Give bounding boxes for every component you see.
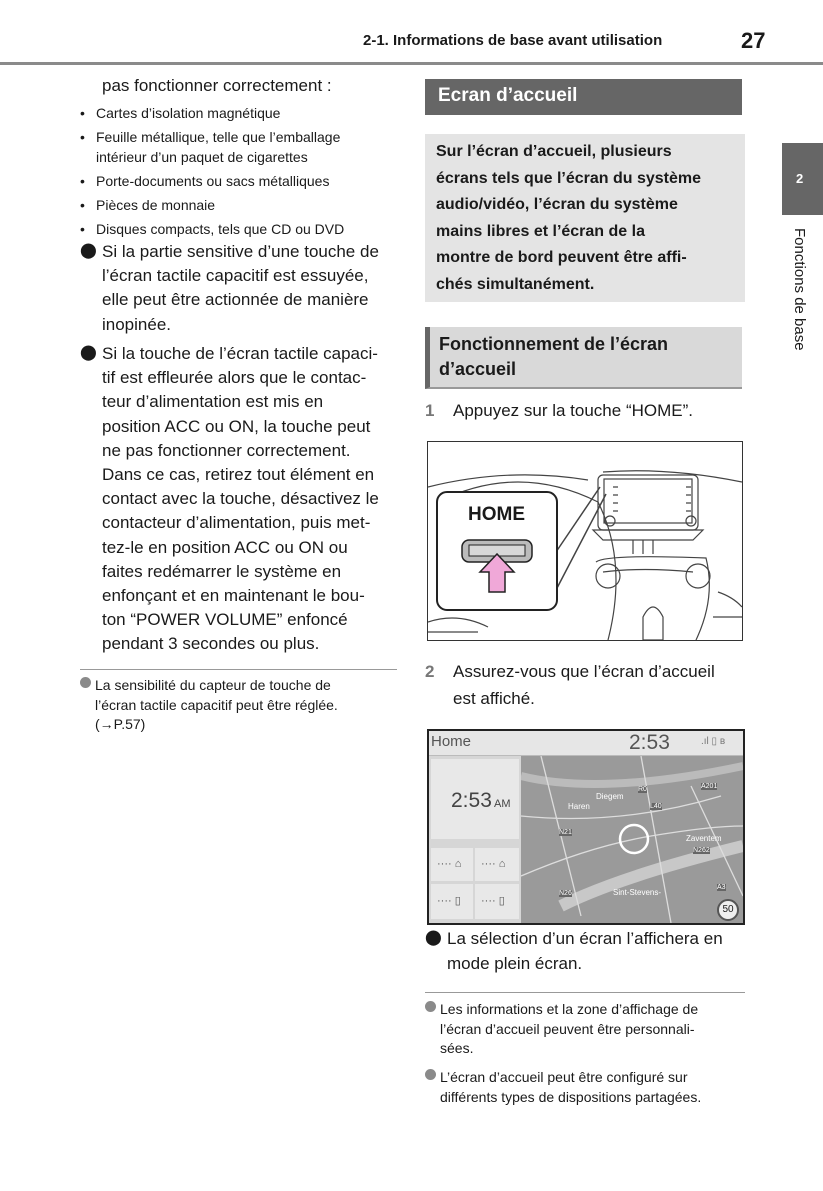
step-text: Appuyez sur la touche “HOME”.	[453, 401, 693, 420]
status-clock: 2:53	[629, 731, 670, 754]
note-text: L’écran d’accueil peut être configuré sur différents types de dispositions partagées.	[440, 1069, 702, 1105]
running-header: 2-1. Informations de base avant utilisation	[363, 32, 663, 49]
map-view[interactable]	[521, 756, 743, 923]
step-number: 2	[425, 662, 435, 681]
note-text: Les informations et la zone d’affichage de l’écran d’accueil peuvent être personnali- sées.	[440, 1001, 699, 1056]
map-label: A201	[701, 783, 718, 790]
clock-widget-time: 2:53	[451, 789, 492, 812]
lead-text: pas fonctionner correctement :	[102, 76, 332, 95]
subsection-title-text: Fonctionnement de l’écran d’accueil	[439, 334, 669, 379]
map-label: Haren	[568, 802, 590, 811]
bullet-text: Si la touche de l’écran tactile capaci- tif est effleurée alors que le contac- teur d’alimentation est mis en position ACC ou ON, la touche peut ne pas fonctionner correctement. Dans ce cas, retirez tout élément en contact avec la touche, désactivez le contacteur d’alimentation, puis met- tez-le en position ACC ou ON ou faites redémarrer le système en enfonçant et en maintenant le bou- ton “POWER VOLUME” enfoncé pendant 3 secondes ou plus.	[102, 344, 379, 654]
intro-text: Sur l’écran d’accueil, plusieurs écrans tels que l’écran du système audio/vidéo, l’écran du système mains libres et l’écran de la montre de bord peuvent être affi- chés simultanément.	[436, 143, 702, 293]
map-label: Sint-Stevens-	[613, 888, 662, 897]
note-divider	[425, 992, 745, 993]
bullet-text: Si la partie sensitive d’une touche de l’écran tactile capacitif est essuyée, elle peut être actionnée de manière inopinée.	[102, 242, 379, 334]
shortcut-phone-1[interactable]: ···· ▯	[431, 884, 473, 919]
speed-limit-sign: 50	[717, 899, 739, 921]
chapter-number: 2	[796, 171, 804, 186]
clock-widget	[431, 759, 519, 839]
note-divider	[80, 669, 397, 670]
list-item-text: Porte-documents ou sacs métalliques	[96, 173, 330, 189]
subsection-title	[425, 327, 742, 389]
home-button-label: HOME	[468, 504, 525, 525]
map-label: A3	[717, 884, 726, 891]
dashboard-illustration	[427, 441, 743, 641]
list-item-text: Pièces de monnaie	[96, 197, 216, 213]
manual-page: 2-1. Informations de base avant utilisation 27 2 Fonctions de base pas fonctionner correctement : • Cartes d’isolation magnétique • Feuille métallique, telle que l’emballage intérieur d’un paquet de cigarettes • Porte-documents ou sacs métalliques • Pièces de monnaie • Disques compacts, tels que CD ou DVD ⬤ Si la partie sensitive d’une touche de l’écran tactile capacitif est essuyée, elle peut être actionnée de manière inopinée. ⬤ Si la touche de l’écran tactile capaci- tif est effleurée alors que le contac- teur d’alimentation est mis en position ACC ou ON, la touche peut ne pas fonctionner correctement. Dans ce cas, retirez tout élément en contact avec la touche, désactivez le contacteur d’alimentation, puis met- tez-le en position ACC ou ON ou faites redémarrer le système en enfonçant et en maintenant le bou- ton “POWER VOLUME” enfoncé pendant 3 secondes ou plus. La sensibilité du capteur de touche de l’écran tactile capacitif peut être réglée. (→P.57) Ecran d’accueil Sur l’écran d’accueil, plusieurs écrans tels que l’écran du système audio/vidéo, l’écran du système mains libres et l’écran de la montre de bord peuvent être affi- chés simultanément. Fonctionnement de l’écran d’accueil 1 Appuyez sur la touche “HOME”. HOME 2 Assurez-vous que l’écran d’accueil est affiché. Home 2:53 .ıl ▯ ʙ 2:53 AM ···· ⌂ ···· ⌂ ···· ▯ ···· ▯ Haren Diegem Zaventem R0 L40 A201 N21 N262 N26 A3 Sint-Stevens- 50 ⬤ La sélection d’un écran l’affichera en mode plein écran. Les informations et la zone d’affichage de l’écran d’accueil peuvent être personnali- sées. L’écran d’accueil peut être configuré sur différents types de dispositions partagées.	[0, 0, 823, 1191]
screen-title: Home	[431, 733, 472, 750]
widget-panel	[429, 756, 521, 923]
map-label: R0	[638, 786, 647, 793]
page-number: 27	[741, 28, 766, 53]
bullet-text: La sélection d’un écran l’affichera en mode plein écran.	[447, 929, 723, 973]
status-bar	[429, 731, 743, 756]
map-label: L40	[650, 803, 662, 810]
clock-widget-ampm: AM	[494, 798, 511, 810]
chapter-label	[780, 228, 820, 368]
map-label: N262	[693, 847, 710, 854]
list-item-text: Cartes d’isolation magnétique	[96, 105, 281, 121]
section-title-text: Ecran d’accueil	[438, 85, 578, 106]
chapter-tab	[782, 143, 823, 215]
header-rule	[0, 62, 823, 65]
shortcut-home-2[interactable]: ···· ⌂	[475, 848, 519, 881]
home-screen-screenshot	[427, 729, 745, 925]
map-label: Zaventem	[686, 834, 722, 843]
intro-box	[425, 134, 745, 302]
note-text: La sensibilité du capteur de touche de l’écran tactile capacitif peut être réglée. (→P.57)	[95, 677, 338, 732]
signal-battery-bluetooth-icon: .ıl ▯ ʙ	[701, 736, 726, 747]
map-label: Diegem	[596, 792, 624, 801]
map-label: N21	[559, 829, 572, 836]
step-number: 1	[425, 401, 435, 420]
list-item-text: Disques compacts, tels que CD ou DVD	[96, 221, 345, 237]
shortcut-home-1[interactable]: ···· ⌂	[431, 848, 473, 881]
list-item-text: Feuille métallique, telle que l’emballage intérieur d’un paquet de cigarettes	[96, 129, 341, 165]
chapter-label-text: Fonctions de base	[791, 228, 808, 351]
section-title	[425, 79, 742, 115]
map-label: N26	[559, 890, 572, 897]
step-text: Assurez-vous que l’écran d’accueil est affiché.	[453, 662, 715, 708]
shortcut-phone-2[interactable]: ···· ▯	[475, 884, 519, 919]
